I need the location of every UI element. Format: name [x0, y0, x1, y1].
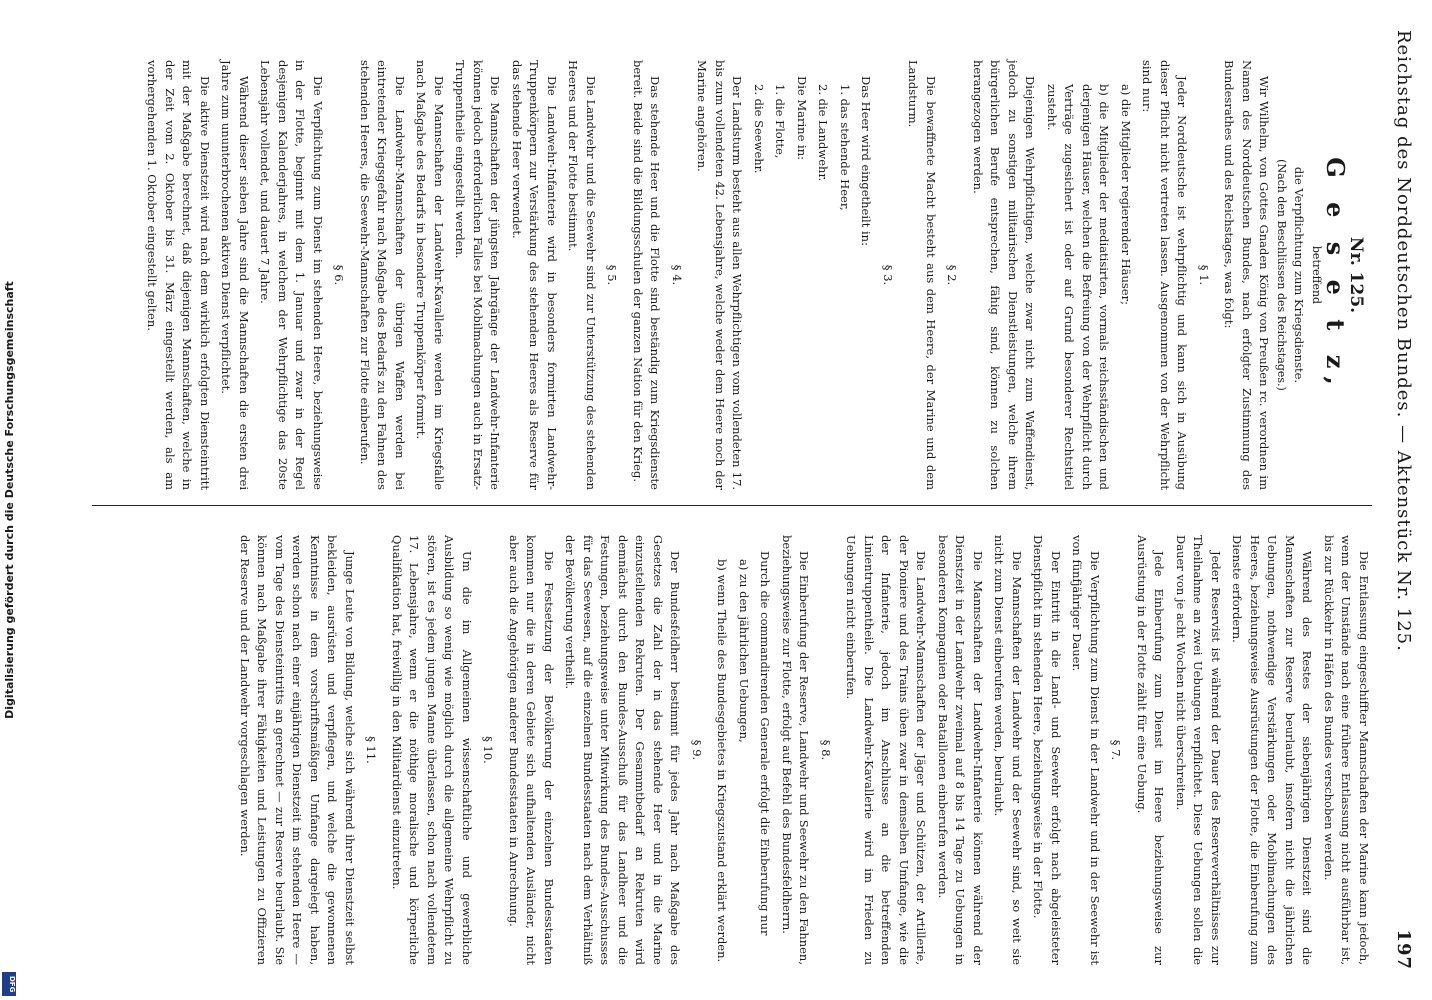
section-paragraph: Das stehende Heer und die Flotte sind beständig zum Kriegsdienste bereit. Beide sind die Bildungsschulen der ganzen Nation für den Krieg.	[631, 60, 663, 490]
section-paragraph: Junge Leute von Bildung, welche sich während ihrer Dienstzeit selbst bekleiden, ausrüsten und verpflegen, und welche die gewonnenen Kenntnisse in dem vorschriftsmäßigen Umfange dargelegt haben, werden schon nach einer einjährigen Dienstzeit im stehenden Heere — vom Tage des Diensteintritts an gerechnet — zur Reserve beurlaubt. Sie können nach Maßgabe ihrer Fähigkeiten und Leistungen zu Offizieren der Reserve und der Landwehr vorgeschlagen werden.	[238, 535, 357, 965]
section-heading: § 11.	[364, 736, 379, 764]
page-header	[1386, 30, 1414, 970]
column-divider	[92, 505, 1372, 506]
section-paragraph: Die Landwehr-Mannschaften der übrigen Waffen werden bei eintretender Kriegsgefahr nach Maßgabe des Bedarfs zu den Fahnen des stehenden Heeres, die Seewehr-Mannschaften zur Flotte einberufen.	[358, 60, 407, 490]
section-paragraph: Die Mannschaften der Landwehr-Infanterie können während der Dienstzeit in der Landwehr zweimal auf 8 bis 14 Tage zu Uebungen in besonderen Kompagnien oder Bataillonen einberufen werden.	[936, 535, 985, 965]
section-paragraph: Die Mannschaften der Landwehr und der Seewehr sind, so weit sie nicht zum Dienst einberufen werden, beurlaubt.	[992, 535, 1024, 965]
section-heading: § 6.	[332, 264, 347, 286]
section-heading: § 10.	[481, 736, 496, 764]
law-title: G e s e t z,	[1321, 157, 1351, 393]
running-title: Reichstag des Norddeutschen Bundes. — Aktenstück Nr. 125.	[1393, 30, 1414, 652]
digitization-credit: Digitalisierung gefördert durch die Deutsche Forschungsgemeinschaft	[3, 281, 16, 719]
section-paragraph: a) die Mitglieder regierender Häuser;	[1119, 84, 1133, 305]
section-heading: § 2.	[945, 264, 960, 286]
law-preamble: Wir Wilhelm, von Gottes Gnaden König von Preußen rc. verordnen im Namen des Norddeutschen Bundes, nach erfolgter Zustimmung des Bundesrathes und des Reichstages, was folgt:	[1222, 60, 1272, 490]
law-note: (Nach den Beschlüssen des Reichstages.)	[1275, 159, 1288, 391]
section-paragraph: Die Landwehr-Infanterie wird in besonders formirten Landwehr-Truppenkörpern zur Verstärkung des stehenden Heeres als Reserve für das stehende Heer verwendet.	[510, 60, 559, 490]
section-paragraph: Die Festsetzung der Bevölkerung der einzelnen Bundesstaaten kommen nur die in deren Gebiete sich aufhaltenden Ausländer, nicht aber auch die Angehörigen anderer Bundesstaaten in Anrechnung.	[507, 535, 556, 965]
section-paragraph: Die Einberufung der Reserve, Landwehr und Seewehr zu den Fahnen, beziehungsweise zur Flotte, erfolgt auf Befehl des Bundesfeldherrn.	[780, 535, 812, 965]
law-number: Nr. 125.	[1346, 236, 1366, 314]
section-heading: § 8.	[819, 739, 833, 761]
section-paragraph: Die Mannschaften der jüngsten Jahrgänge der Landwehr-Infanterie können jedoch erforderlichen Falles bei Mobilmachungen auch in Ersatz-Truppentheile eingestellt werden.	[453, 60, 503, 490]
section-paragraph: 1. das stehende Heer,	[838, 84, 852, 211]
section-paragraph: Die bewaffnete Macht besteht aus dem Heere, der Marine und dem Landsturm.	[906, 60, 938, 490]
section-paragraph: 1. die Flotte,	[773, 84, 788, 159]
section-paragraph: 2. die Seewehr.	[752, 84, 766, 174]
section-paragraph: 2. die Landwehr.	[816, 84, 831, 182]
right-column	[232, 535, 1373, 965]
section-paragraph: Die Verpflichtung zum Dienst in der Landwehr und in der Seewehr ist von fünfjähriger Dauer.	[1070, 535, 1102, 965]
section-paragraph: a) zu den jährlichen Uebungen,	[737, 559, 751, 743]
section-paragraph: Die Landwehr und die Seewehr sind zur Unterstützung des stehenden Heeres und der Flotte bestimmt.	[566, 60, 598, 490]
page-number: 197	[1393, 929, 1414, 970]
section-heading: § 9.	[690, 739, 704, 761]
section-paragraph: Das Heer wird eingetheilt in:	[859, 76, 874, 246]
section-paragraph: Die Marine in:	[795, 76, 809, 160]
section-heading: § 1.	[1197, 264, 1211, 286]
section-paragraph: Der Bundesfeldherr bestimmt für jedes Jahr nach Maßgabe des Gesetzes die Zahl der in das stehende Heer und in die Marine einzustellenden Rekruten. Der Gesammtbedarf an Rekruten wird demnächst durch den Bundes-Ausschuß für das Landheer und die Festungen, beziehungsweise unter Mitwirkung des Bundes-Ausschusses für das Seewesen, auf die einzelnen Bundesstaaten nach dem Verhältniß der Bevölkerung vertheilt.	[563, 535, 683, 965]
section-paragraph: Die Entlassung eingeschiffter Mannschaften der Marine kann jedoch, wenn der Umstände nach eine frühere Entlassung nicht ausführbar ist, bis zur Rückkehr in Häfen des Bundes verschoben werden.	[1322, 535, 1371, 965]
section-paragraph: Die Verpflichtung zum Dienst im stehenden Heere, beziehungsweise in der Flotte, beginnt mit dem 1. Januar und zwar in der Regel desjenigen Kalenderjahres, in welchem der Wehrpflichtige das 20ste Lebensjahr vollendet, und dauert 7 Jahre.	[258, 60, 325, 490]
section-paragraph: b) die Mitglieder der mediatisirten, vormals reichsständischen und derjenigen Häuser, welchen die Befreiung von der Wehrpflicht durch Verträge zugesichert ist oder auf Grund besonderer Rechtstitel zusteht.	[1045, 84, 1112, 490]
left-column	[139, 60, 1372, 490]
section-paragraph: Jeder Norddeutsche ist wehrpflichtig und kann sich in Ausübung dieser Pflicht nicht vertreten lassen. Ausgenommen von der Wehrpflicht sind nur:	[1140, 60, 1190, 490]
law-concerning: betreffend	[1310, 245, 1323, 305]
section-paragraph: Die Mannschaften der Landwehr-Kavallerie werden im Kriegsfalle nach Maßgabe des Bedarfs in besondere Truppenkörper formirt.	[414, 60, 446, 490]
section-paragraph: Jeder Reservist ist während der Dauer des Reserveverhältnisses zur Theilnahme an zwei Uebungen verpflichtet. Diese Uebungen sollen die Dauer von je acht Wochen nicht überschreiten.	[1174, 535, 1223, 965]
law-subject: die Verpflichtung zum Kriegsdienste.	[1292, 166, 1307, 384]
section-heading: § 5.	[605, 264, 620, 286]
section-paragraph: Um die im Allgemeinen wissenschaftliche und gewerbliche Ausbildung so wenig wie möglich durch die allgemeine Wehrpflicht zu stören, ist es jedem jungen Manne überlassen, schon nach vollendetem 17. Lebensjahre, wenn er die nöthige moralische und körperliche Qualifikation hat, freiwillig in den Militairdienst einzutreten.	[390, 535, 474, 965]
section-paragraph: Diejenigen Wehrpflichtigen, welche zwar nicht zum Waffendienst, jedoch zu sonstigen militairischen Dienstleistungen, welche ihrem bürgerlichen Berufe entsprechen, fähig sind, können zu solchen herangezogen werden.	[971, 60, 1038, 490]
section-paragraph: b) wenn Theile des Bundesgebietes in Kriegszustand erklärt werden.	[715, 559, 730, 963]
section-paragraph: Während des Restes der siebenjährigen Dienstzeit sind die Mannschaften zur Reserve beurlaubt, insofern nicht die jährlichen Uebungen, nothwendige Verstärkungen oder Mobilmachungen des Heeres, beziehungsweise Ausrüstungen der Flotte, die Einberufung zum Dienste erfordern.	[1230, 535, 1315, 965]
section-paragraph: Jede Einberufung zum Dienst im Heere beziehungsweise zur Ausrüstung in der Flotte zählt für eine Uebung.	[1135, 535, 1167, 965]
section-paragraph: Durch die commandirenden Generale erfolgt die Einberufung nur	[758, 551, 773, 936]
section-paragraph: Der Eintritt in die Land- und Seewehr erfolgt nach abgeleisteter Dienstpflicht im stehenden Heere, beziehungsweise in der Flotte.	[1031, 535, 1063, 965]
section-heading: § 3.	[881, 264, 895, 286]
section-paragraph: Der Landsturm besteht aus allen Wehrpflichtigen vom vollendeten 17. bis zum vollendeten 42. Lebensjahre, welche weder dem Heere noch der Marine angehören.	[695, 60, 745, 490]
right-sections	[236, 535, 1373, 965]
section-heading: § 4.	[670, 264, 684, 286]
section-paragraph: Die Landwehr-Mannschaften der Jäger und Schützen, der Artillerie, der Pioniere und des Trains üben zwar in demselben Umfange, wie die der Infanterie, jedoch im Anschlusse an die betreffenden Linientruppentheile. Die Landwehr-Kavallerie wird im Frieden zu Uebungen nicht einberufen.	[844, 535, 929, 965]
dfg-logo: DFG	[2, 972, 16, 996]
left-sections	[143, 60, 1212, 490]
section-paragraph: Die aktive Dienstzeit wird nach dem wirklich erfolgten Diensteintritt mit der Maßgabe berechnet, daß diejenigen Mannschaften, welche in der Zeit vom 2. Oktober bis 31. März eingestellt werden, als am vorhergehenden 1. Oktober eingestellt gelten.	[145, 60, 212, 490]
section-heading: § 7.	[1109, 739, 1124, 761]
section-paragraph: Während dieser sieben Jahre sind die Mannschaften die ersten drei Jahre zum ununterbrochenen aktiven Dienst verpflichtet.	[219, 60, 251, 490]
